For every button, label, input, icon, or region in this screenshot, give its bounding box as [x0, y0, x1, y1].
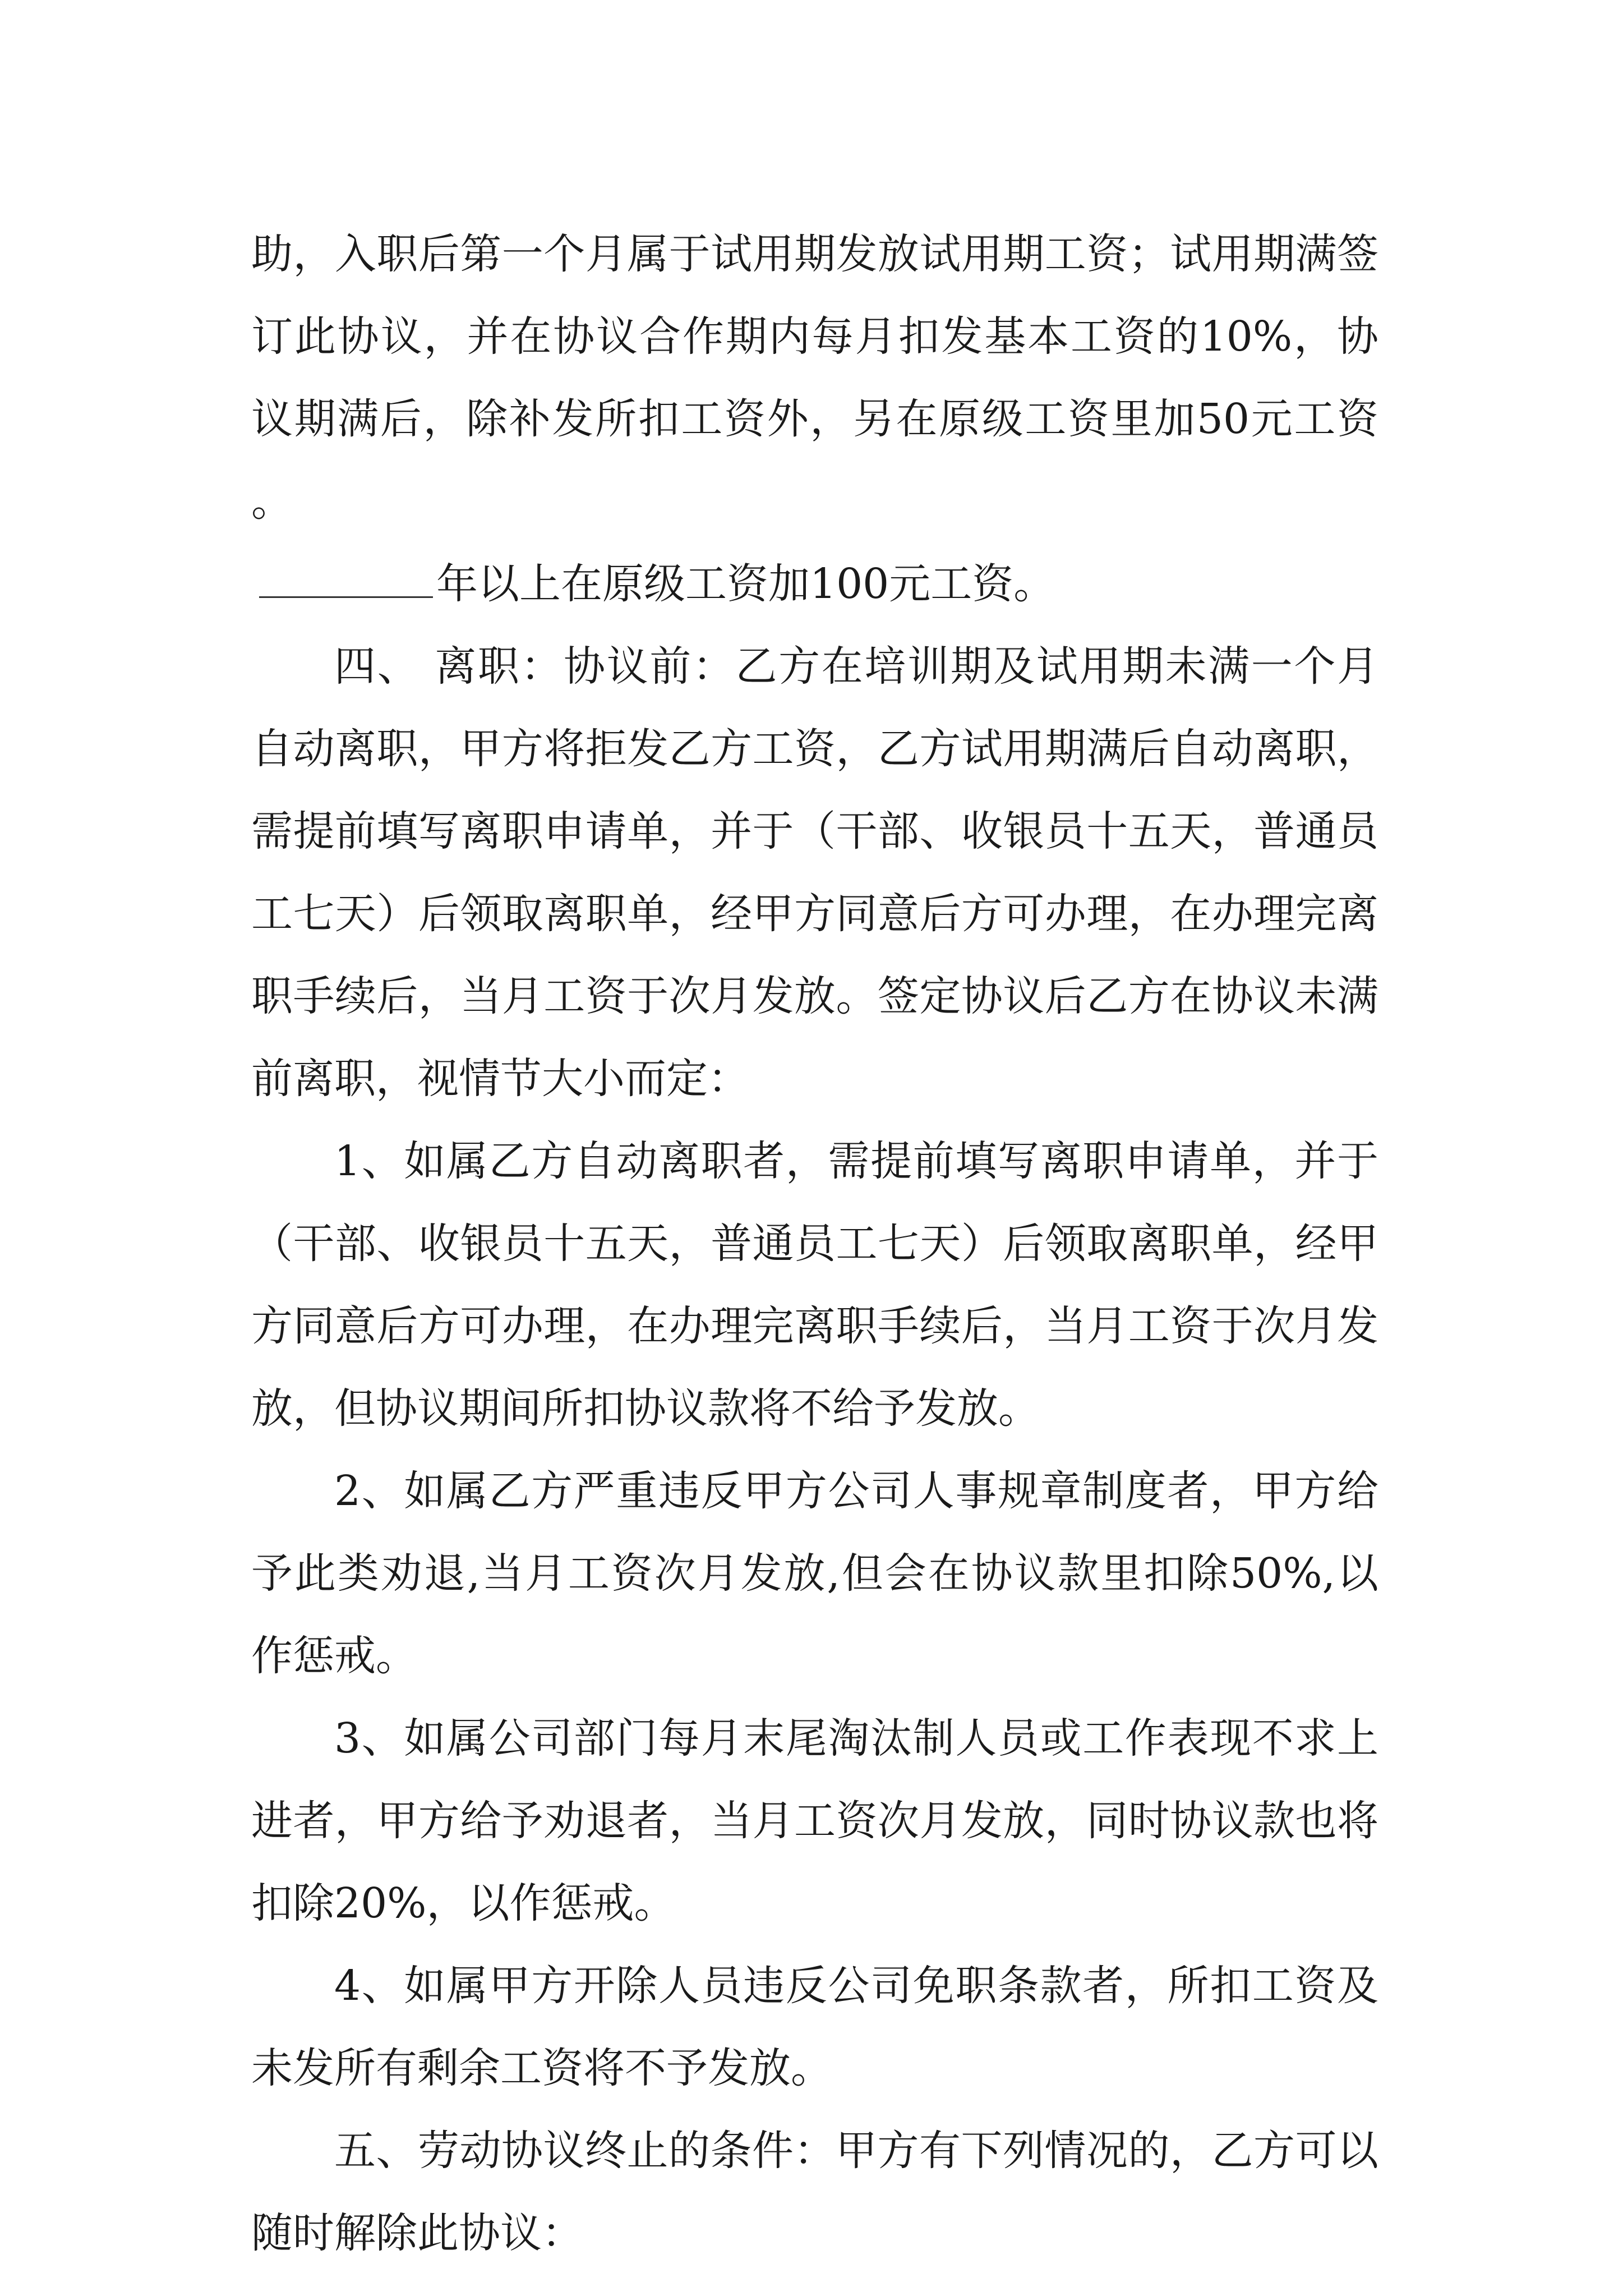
paragraph-years-raise: [251, 543, 1378, 625]
paragraph-clause-4: [251, 1945, 1378, 2110]
paragraph-clause-2: [251, 1450, 1378, 1697]
paragraph-text: 助，入职后第一个月属于试用期发放试用期工资；试用期满签订此协议，并在协议合作期内每月扣发基本工资的10%，协议期满后，除补发所扣工资外，另在原级工资里加50元工资。: [251, 230, 1378, 526]
paragraph-clause-3: [251, 1697, 1378, 1945]
document-body: [251, 213, 1378, 2275]
paragraph-text: 3、如属公司部门每月末尾淘汰制人员或工作表现不求上进者，甲方给予劝退者，当月工资次月发放，同时协议款也将扣除20%，以作惩戒。: [251, 1714, 1378, 1927]
paragraph-text: 年以上在原级工资加100元工资。: [436, 560, 1055, 608]
paragraph-clause-1: [251, 1120, 1378, 1450]
fill-in-blank: [259, 555, 433, 598]
paragraph-section-4-resignation: [251, 625, 1378, 1120]
paragraph-text: 1、如属乙方自动离职者，需提前填写离职申请单，并于（干部、收银员十五天，普通员工七天）后领取离职单，经甲方同意后方可办理，在办理完离职手续后，当月工资于次月发放，但协议期间所扣协议款将不给予发放。: [251, 1137, 1378, 1433]
paragraph-text: 五、劳动协议终止的条件：甲方有下列情况的，乙方可以随时解除此协议：: [251, 2127, 1378, 2257]
paragraph-section-5-termination: [251, 2110, 1378, 2275]
paragraph-text: 四、 离职：协议前：乙方在培训期及试用期未满一个月自动离职，甲方将拒发乙方工资，乙方试用期满后自动离职，需提前填写离职申请单，并于（干部、收银员十五天，普通员工七天）后领取离职单，经甲方同意后方可办理，在办理完离职手续后，当月工资于次月发放。签定协议后乙方在协议未满前离职，视情节大小而定：: [251, 642, 1378, 1103]
paragraph-text: 4、如属甲方开除人员违反公司免职条款者，所扣工资及未发所有剩余工资将不予发放。: [251, 1962, 1378, 2092]
paragraph-text: 2、如属乙方严重违反甲方公司人事规章制度者，甲方给予此类劝退,当月工资次月发放,但会在协议款里扣除50%,以作惩戒。: [251, 1467, 1378, 1680]
paragraph-salary-terms: [251, 213, 1378, 543]
